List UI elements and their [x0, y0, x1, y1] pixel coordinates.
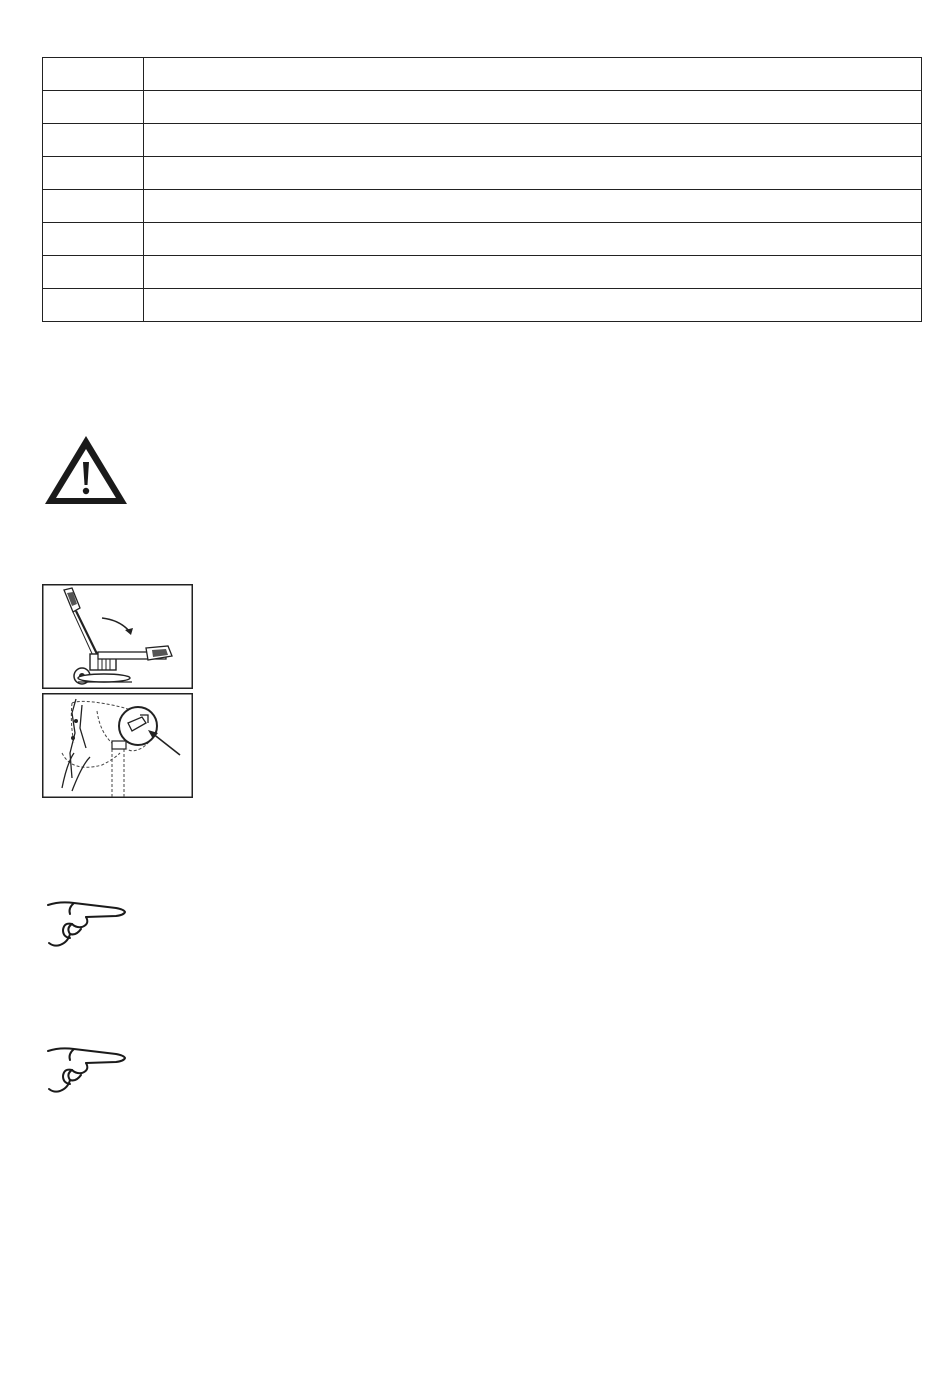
- table-row: [43, 256, 922, 289]
- machine-tilt-illustration: [42, 584, 193, 689]
- table-cell-label: [43, 157, 144, 190]
- lever-detail-illustration: [42, 693, 193, 798]
- table-row: [43, 289, 922, 322]
- table-cell-label: [43, 91, 144, 124]
- table-cell-label: [43, 58, 144, 91]
- table-cell-label: [43, 190, 144, 223]
- table-cell-value: [144, 124, 922, 157]
- table-row: [43, 91, 922, 124]
- table-cell-value: [144, 91, 922, 124]
- table-row: [43, 124, 922, 157]
- table-cell-value: [144, 190, 922, 223]
- table-row: [43, 157, 922, 190]
- table-row: [43, 58, 922, 91]
- table-cell-value: [144, 256, 922, 289]
- pointing-hand-icon: [46, 1046, 128, 1098]
- table-cell-value: [144, 289, 922, 322]
- table-cell-value: [144, 157, 922, 190]
- table-cell-value: [144, 58, 922, 91]
- table-cell-label: [43, 223, 144, 256]
- table-row: [43, 223, 922, 256]
- table-cell-label: [43, 256, 144, 289]
- table-cell-value: [144, 223, 922, 256]
- table-cell-label: [43, 289, 144, 322]
- spec-table: [42, 57, 922, 322]
- table-cell-label: [43, 124, 144, 157]
- table-row: [43, 190, 922, 223]
- warning-triangle-icon: [41, 432, 131, 508]
- pointing-hand-icon: [46, 900, 128, 952]
